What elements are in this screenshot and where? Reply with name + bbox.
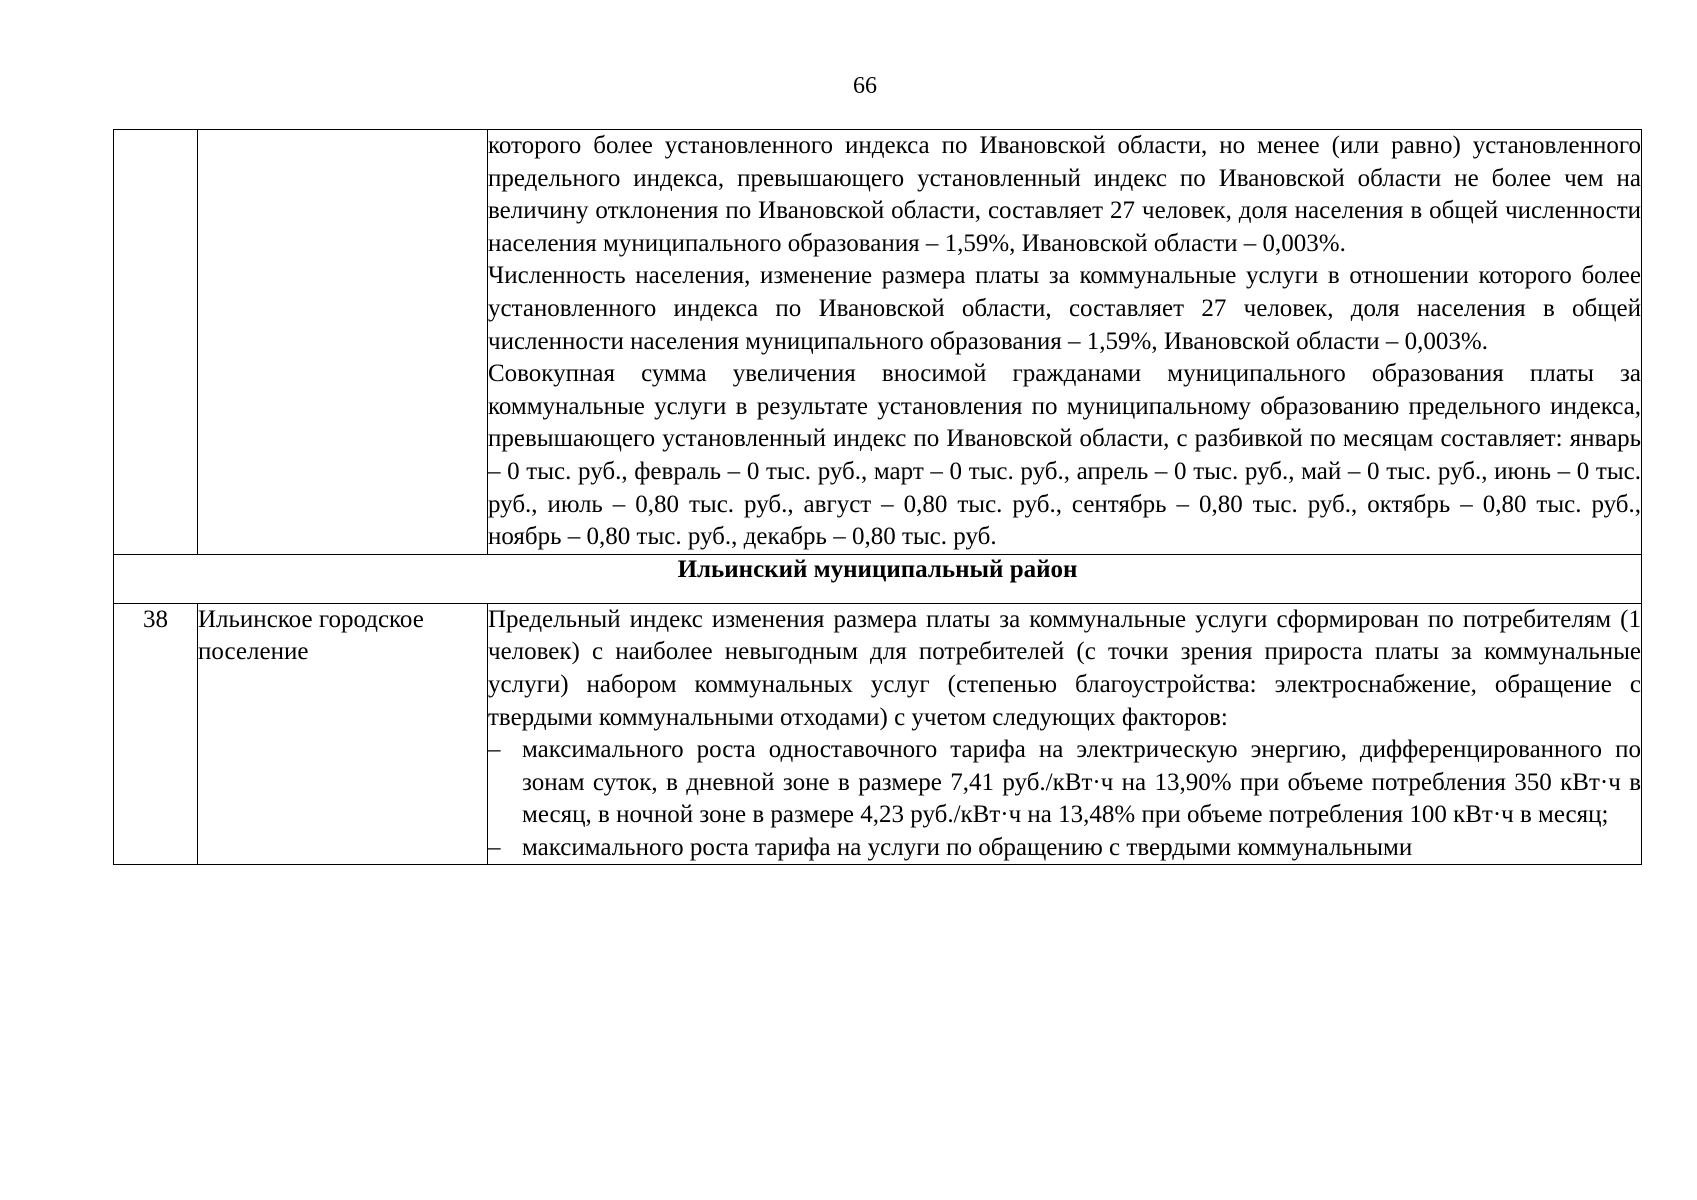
page-number: 66	[853, 73, 877, 99]
row-number: 38	[114, 603, 198, 864]
cell-description	[488, 130, 1642, 555]
paragraph-deviation-population: которого более установленного индекса по Ивановской области, но менее (или равно) установленного предельного индекса, превышающего установленный индекс по Ивановской области не более чем на величину отклонения по Ивановской области, составляет 27 человек, доля населения в общей численности населения муниципального образования – 1,59%, Ивановской области – 0,003%.	[488, 132, 1641, 257]
list-item	[488, 832, 1641, 864]
factors-list	[488, 734, 1641, 864]
paragraph-intro: Предельный индекс изменения размера платы за коммунальные услуги сформирован по потребителям (1 человек) с наиболее невыгодным для потребителей (с точки зрения прироста платы за коммунальные услуги) набором коммунальных услуг (степенью благоустройства: электроснабжение, обращение с твердыми коммунальными отходами) с учетом следующих факторов:	[488, 605, 1641, 731]
dash-marker: –	[488, 833, 501, 861]
municipality-name: Ильинское городское поселение	[198, 603, 488, 864]
paragraph-monthly-sum: Совокупная сумма увеличения вносимой гражданами муниципального образования платы за коммунальные услуги в результате установления по муниципальному образованию предельного индекса, превышающего установленный индекс по Ивановской области, с разбивкой по месяцам составляет: январь – 0 тыс. руб., февраль – 0 тыс. руб., март – 0 тыс. руб., апрель – 0 тыс. руб., май – 0 тыс. руб., июнь – 0 тыс. руб., июль – 0,80 тыс. руб., август – 0,80 тыс. руб., сентябрь – 0,80 тыс. руб., октябрь – 0,80 тыс. руб., ноябрь – 0,80 тыс. руб., декабрь – 0,80 тыс. руб.	[488, 360, 1641, 551]
paragraph-population-above-index: Численность населения, изменение размера платы за коммунальные услуги в отношении которого более установленного индекса по Ивановской области, составляет 27 человек, доля населения в общей численности населения муниципального образования – 1,59%, Ивановской области – 0,003%.	[488, 262, 1641, 355]
index-table	[113, 129, 1642, 865]
list-item-text: максимального роста одноставочного тарифа на электрическую энергию, дифференцированного по зонам суток, в дневной зоне в размере 7,41 руб./кВт·ч на 13,90% при объеме потребления 350 кВт·ч в месяц, в ночной зоне в размере 4,23 руб./кВт·ч на 13,48% при объеме потребления 100 кВт·ч в месяц;	[522, 736, 1641, 829]
cell-number-empty	[114, 130, 198, 555]
list-item-text: максимального роста тарифа на услуги по обращению с твердыми коммунальными	[522, 833, 1413, 861]
section-title: Ильинский муниципальный район	[114, 554, 1642, 603]
cell-name-empty	[198, 130, 488, 555]
table-row	[114, 603, 1642, 864]
list-item	[488, 734, 1641, 832]
table-row	[114, 130, 1642, 555]
dash-marker: –	[488, 736, 501, 764]
section-header-row	[114, 554, 1642, 603]
cell-description	[488, 603, 1642, 864]
